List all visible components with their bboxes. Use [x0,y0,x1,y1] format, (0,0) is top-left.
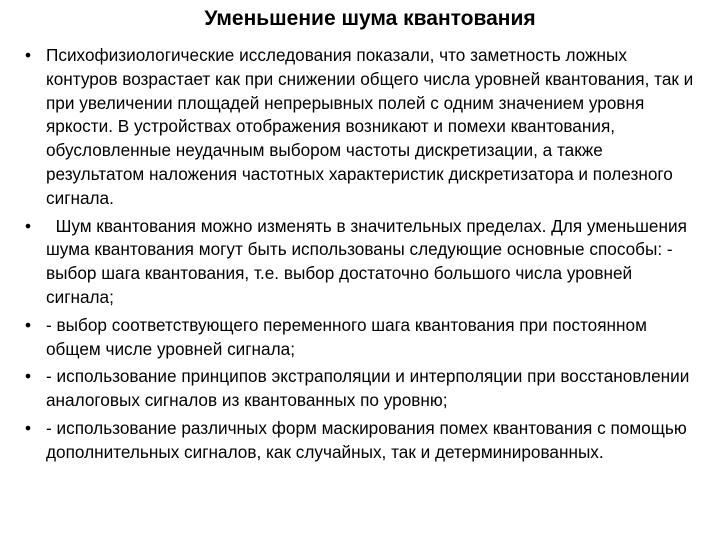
slide-title: Уменьшение шума квантования [204,7,536,30]
bullet-item [22,417,696,465]
bullet-dot-icon: • [24,366,32,387]
bullet-dot-icon: • [24,314,32,335]
bullet-text: - использование различных форм маскирования помех квантования с помощью дополнительных сигналов, как случайных, так и детерминированных. [46,417,687,462]
bullet-dot-icon: • [24,45,32,65]
bullet-dot-icon: • [24,215,32,236]
bullet-item [22,215,696,310]
bullet-dot-icon: • [24,417,32,438]
bullet-text: - использование принципов экстраполяции и интерполяции при восстановлении аналоговых сигналов из квантованных по уровню; [46,366,690,411]
bullet-item [22,44,696,211]
bullet-list [22,44,696,469]
bullet-text: Шум квантования можно изменять в значительных пределах. Для уменьшения шума квантования могут быть использованы следующие основные способы: - выбор шага квантования, т.е. выбор достаточно большого числа уровней сигнала; [46,215,692,307]
bullet-item [22,365,696,413]
bullet-item [22,314,696,362]
bullet-text: Психофизиологические исследования показали, что заметность ложных контуров возрастает как при снижении общего числа уровней квантования, так и при увеличении площадей непрерывных полей с одним значением уровня яркости. В устройствах отображения возникают и помехи квантования, обусловленные неудачным выбором частоты дискретизации, а также результатом наложения частотных характеристик дискретизатора и полезного сигнала. [46,45,694,208]
bullet-text: - выбор соответствующего переменного шага квантования при постоянном общем числе уровней сигнала; [46,314,647,359]
